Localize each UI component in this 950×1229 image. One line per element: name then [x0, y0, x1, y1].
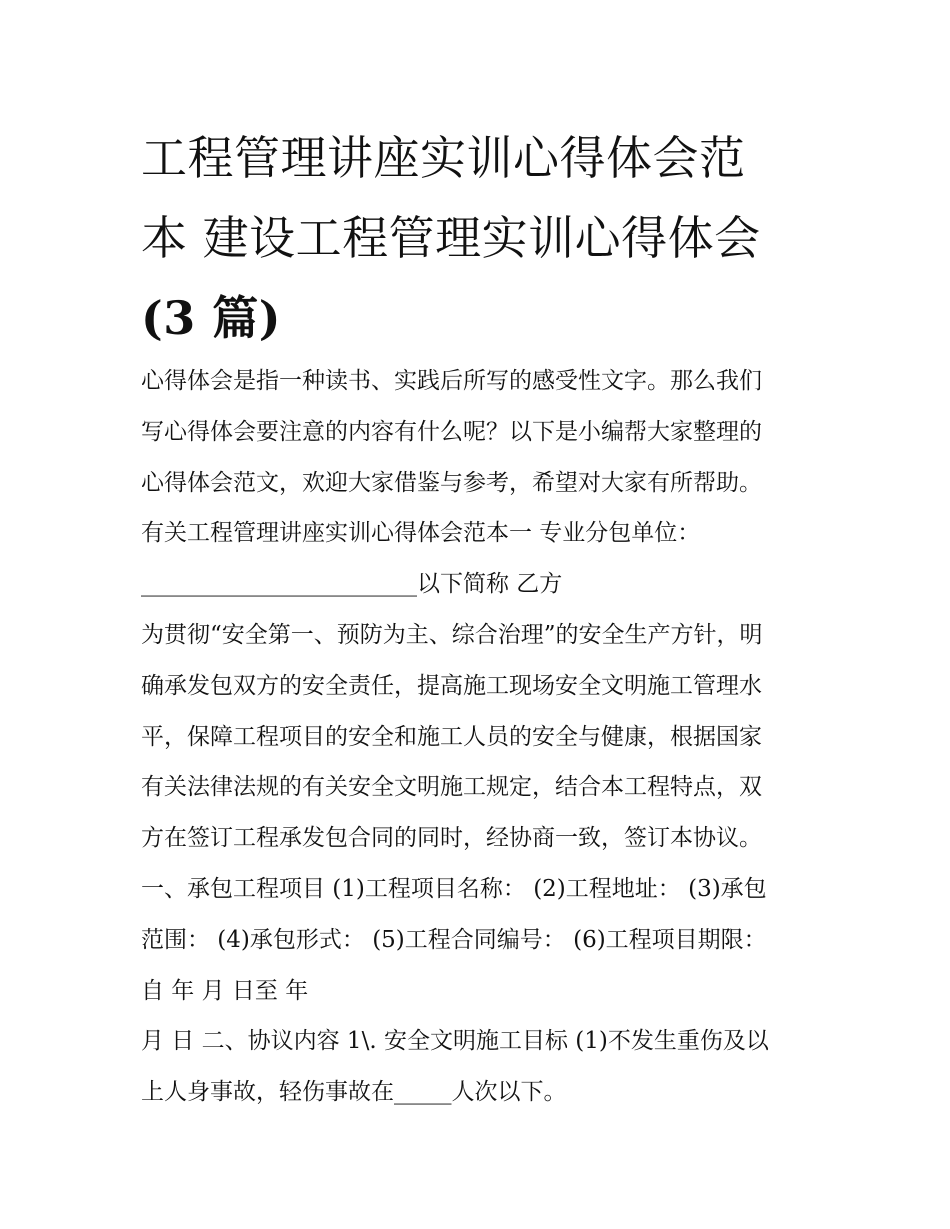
body-line: 有关法律法规的有关安全文明施工规定，结合本工程特点，双	[141, 774, 762, 801]
body-line: 写心得体会要注意的内容有什么呢？以下是小编帮大家整理的	[141, 418, 762, 445]
body-line: 一、承包工程项目 (1)工程项目名称： (2)工程地址： (3)承包	[141, 875, 767, 902]
title-line-3: (3 篇)	[141, 291, 282, 345]
body-line: 平，保障工程项目的安全和施工人员的安全与健康，根据国家	[141, 723, 762, 750]
body-line: ________________________以下简称 乙方	[141, 571, 563, 598]
body-line: 心得体会范文，欢迎大家借鉴与参考，希望对大家有所帮助。	[141, 469, 762, 496]
body-line: 范围： (4)承包形式： (5)工程合同编号： (6)工程项目期限：	[141, 926, 767, 953]
body-line: 有关工程管理讲座实训心得体会范本一 专业分包单位：	[141, 520, 701, 547]
title-line-1: 工程管理讲座实训心得体会范	[141, 131, 746, 185]
document-body	[141, 356, 831, 1118]
body-line: 心得体会是指一种读书、实践后所写的感受性文字。那么我们	[141, 368, 762, 394]
body-line: 上人身事故，轻伤事故在_____人次以下。	[141, 1079, 567, 1106]
body-line: 为贯彻“安全第一、预防为主、综合治理”的安全生产方针，明	[141, 621, 763, 648]
body-line: 自 年 月 日至 年	[141, 977, 309, 1004]
title-line-2: 本 建设工程管理实训心得体会	[141, 211, 761, 265]
body-line: 方在签订工程承发包合同的同时，经协商一致，签订本协议。	[141, 825, 762, 852]
document-title	[141, 118, 831, 358]
body-line: 确承发包双方的安全责任，提高施工现场安全文明施工管理水	[141, 672, 762, 699]
body-line: 月 日 二、协议内容 1\. 安全文明施工目标 (1)不发生重伤及以	[141, 1028, 769, 1055]
